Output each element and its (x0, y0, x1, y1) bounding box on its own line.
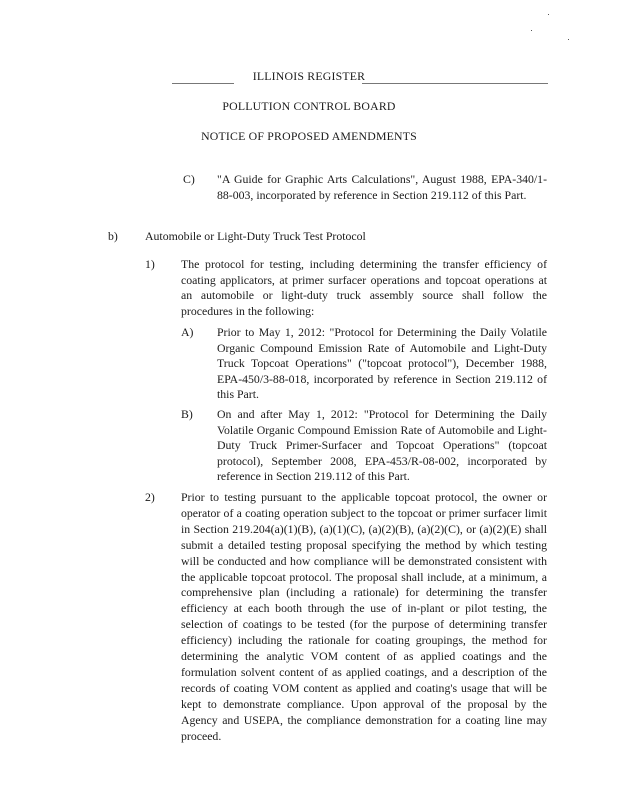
board-title: POLLUTION CONTROL BOARD (222, 99, 396, 113)
register-title: ILLINOIS REGISTER (252, 69, 366, 83)
item-1b-text: On and after May 1, 2012: "Protocol for Determining the Daily Volatile Organic Compound Emission Rate of Automobile and Light-Duty Truck Primer-Surfacer and Topcoat Operations" (topcoat protocol), September 2008, EPA-453/R-08-002, incorporated by reference in Section 219.112 of this Part. (217, 407, 547, 484)
item-2-text: Prior to testing pursuant to the applicable topcoat protocol, the owner or operator of a coating operation subject to the topcoat or primer surfacer limit in Section 219.204(a)(1)(B), (a)(1)(C), (a)(2)(B), (a)(2)(C), or (a)(2)(E) shall submit a detailed testing proposal specifying the method by which testing will be conducted and how compliance will be demonstrated consistent with the applicable topcoat protocol. The proposal shall include, at a minimum, a comprehensive plan (including a rationale) for determining the transfer efficiency at each booth through the use of in-plant or pilot testing, the selection of coatings to be tested (for the purpose of determining transfer efficiency) including the rationale for coating groupings, the method for determining the analytic VOM content of as applied coatings and the formulation solvent content of as applied coatings, and a description of the records of coating VOM content as applied and coating's usage that will be kept to demonstrate compliance. Upon approval of the proposal by the Agency and USEPA, the compliance demonstration for a coating line may proceed. (181, 490, 547, 743)
section-b-label: b) (108, 229, 118, 243)
item-1a-label: A) (181, 325, 194, 339)
item-1-text: The protocol for testing, including determining the transfer efficiency of coating applicators, at primer surfacer operations and topcoat operations at an automobile or light-duty truck assembly source shall follow the procedures in the following: (181, 257, 547, 318)
item-1b-label: B) (181, 407, 193, 421)
scan-speck (548, 14, 549, 15)
item-1a-text: Prior to May 1, 2012: "Protocol for Determining the Daily Volatile Organic Compound Emission Rate of Automobile and Light-Duty Truck Topcoat Operations" ("topcoat protocol"), December 1988, EPA-450/3-88-018, incorporated by reference in Section 219.112 of this Part. (217, 325, 547, 402)
section-b-title: Automobile or Light-Duty Truck Test Protocol (145, 229, 366, 243)
scan-speck (568, 39, 569, 40)
item-1-label: 1) (145, 257, 155, 271)
item-c-text: "A Guide for Graphic Arts Calculations", August 1988, EPA-340/1-88-003, incorporated by reference in Section 219.112 of this Part. (217, 172, 547, 202)
item-2-label: 2) (145, 490, 155, 504)
item-c-label: C) (183, 172, 195, 186)
scan-speck (531, 30, 532, 31)
notice-title: NOTICE OF PROPOSED AMENDMENTS (201, 129, 417, 143)
